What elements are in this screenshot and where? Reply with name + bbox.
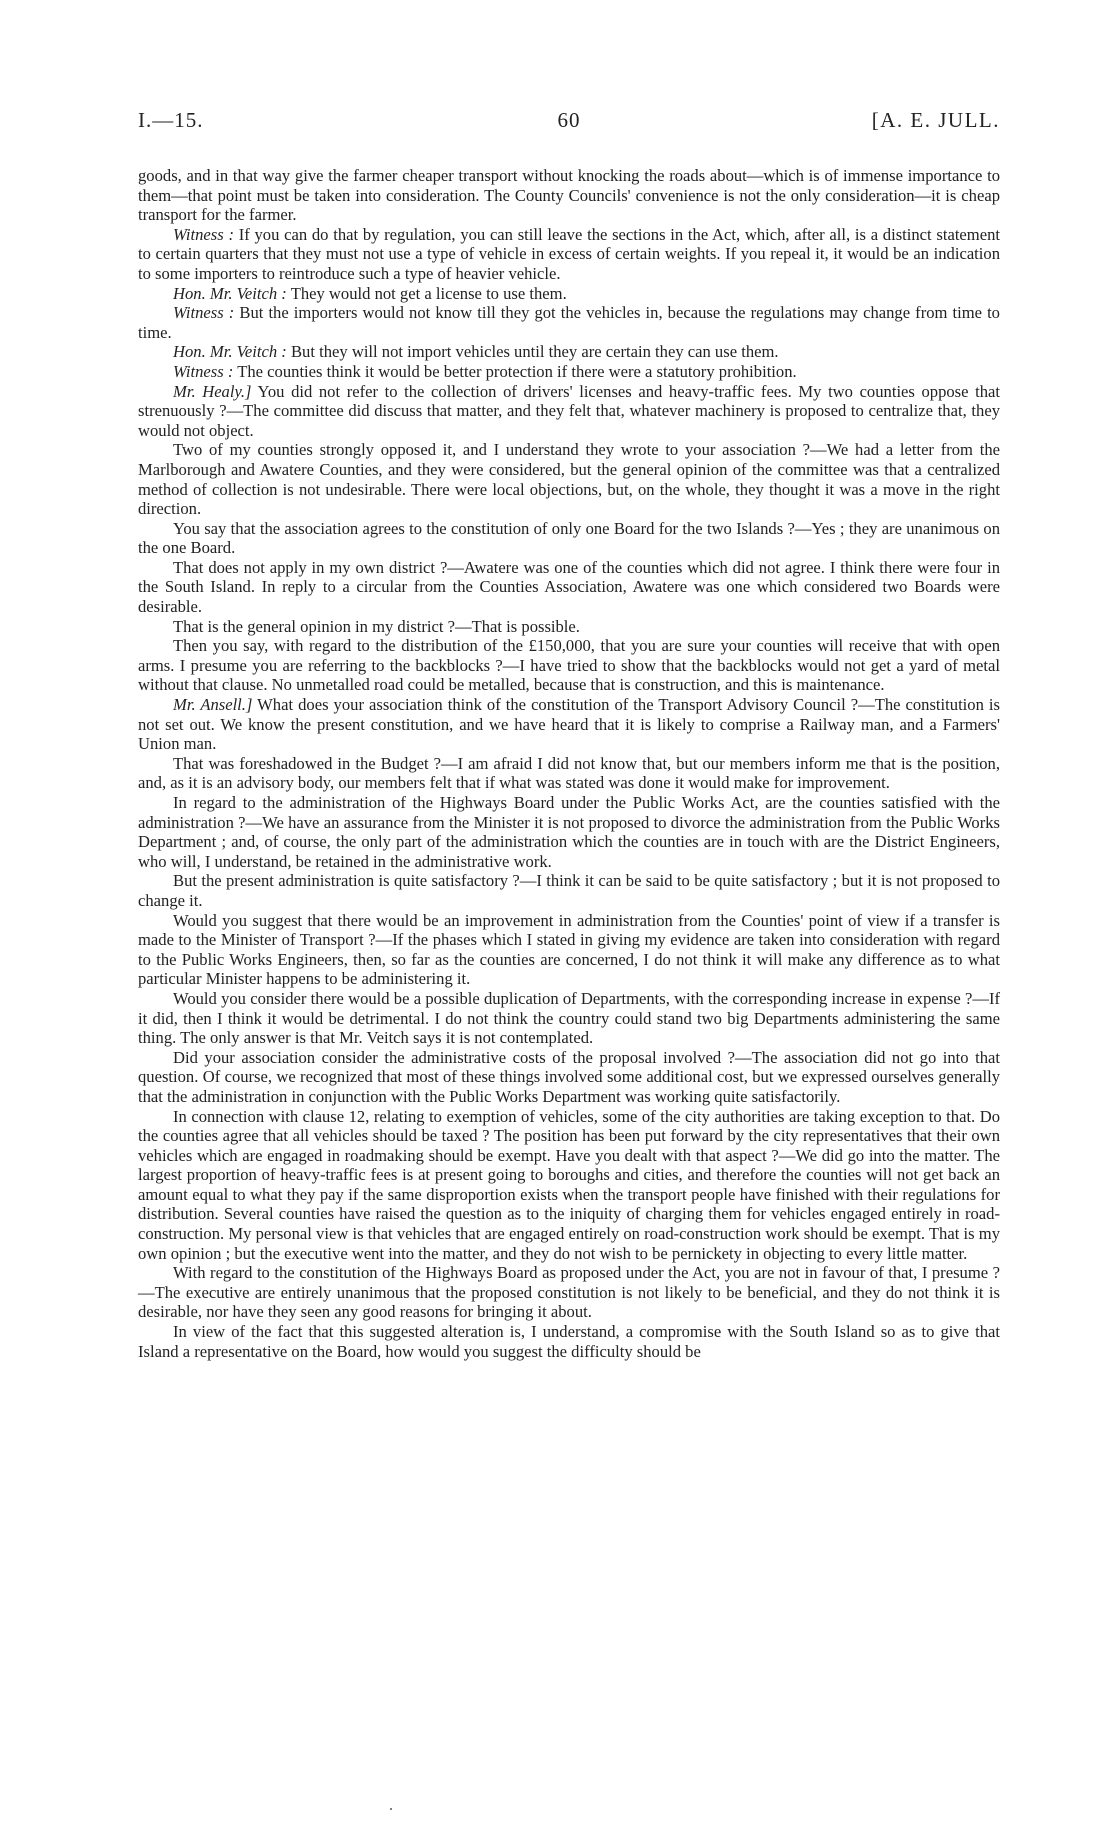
paragraph-text: Would you consider there would be a possible duplication of Departments, with the corresponding increase in expense ?—If it did, then I think it would be detrimental. I do not think the country could stand two big Departments administering the same thing. The only answer is that Mr. Veitch says it is not contemplated.	[138, 988, 1000, 1048]
paragraph-text: You say that the association agrees to the constitution of only one Board for the two Islands ?—Yes ; they are unanimous on the one Board.	[138, 518, 1000, 558]
speaker-label: Witness :	[173, 224, 234, 244]
paragraph-text: They would not get a license to use them.	[286, 283, 567, 303]
speaker-label: Hon. Mr. Veitch :	[173, 283, 287, 303]
paragraph-text: Would you suggest that there would be an improvement in administration from the Counties' point of view if a transfer is made to the Minister of Transport ?—If the phases which I stated in giving my evidence are taken into consideration with regard to the Public Works Engineers, then, so far as the counties are concerned, I do not think it will make any difference as to what particular Minister happens to be administering it.	[138, 910, 1000, 989]
paragraph-text: Two of my counties strongly opposed it, and I understand they wrote to your association ?—We had a letter from the Marlborough and Awatere Counties, and they were considered, but the general opinion of the committee was that a centralized method of collection is not undesirable. There were local objections, but, on the whole, they thought it was a move in the right direction.	[138, 440, 1000, 519]
testimony-paragraph	[138, 636, 1000, 695]
testimony-paragraph	[138, 793, 1000, 871]
paragraph-text: The counties think it would be better protection if there were a statutory prohibition.	[233, 361, 797, 381]
page-header	[138, 108, 1000, 148]
testimony-paragraph	[138, 1107, 1000, 1264]
testimony-paragraph	[138, 871, 1000, 910]
paragraph-text: Did your association consider the administrative costs of the proposal involved ?—The association did not go into that question. Of course, we recognized that most of these things involved some additional cost, but we expressed ourselves generally that the administration in conjunction with the Public Works Department was working quite satisfactorily.	[138, 1047, 1000, 1106]
paragraph-text: If you can do that by regulation, you can still leave the sections in the Act, which, after all, is a distinct statement to certain quarters that they must not use a type of vehicle in excess of certain weights. If you repeal it, it would be an indication to some importers to reintroduce such a type of heavier vehicle.	[138, 224, 1000, 283]
testimony-paragraph	[138, 284, 1000, 304]
testimony-body	[138, 166, 1000, 1361]
testimony-paragraph	[138, 695, 1000, 754]
paragraph-text: In view of the fact that this suggested alteration is, I understand, a compromise with the South Island so as to give that Island a representative on the Board, how would you suggest the difficulty should be	[138, 1322, 1000, 1361]
page-mark	[390, 1808, 392, 1810]
testimony-paragraph	[138, 1263, 1000, 1322]
paragraph-text: goods, and in that way give the farmer cheaper transport without knocking the roads about—which is of immense importance to them—that point must be taken into consideration. The County Councils' convenience is not the only consideration—it is cheap transport for the farmer.	[138, 166, 1000, 225]
testimony-paragraph	[138, 617, 1000, 637]
testimony-paragraph	[138, 166, 1000, 225]
paragraph-text: But the present administration is quite satisfactory ?—I think it can be said to be quite satisfactory ; but it is not proposed to change it.	[138, 871, 1000, 910]
paragraph-text: That was foreshadowed in the Budget ?—I am afraid I did not know that, but our members inform me that is the position, and, as it is an advisory body, our members felt that if what was stated was done it would make for improvement.	[138, 753, 1000, 793]
testimony-paragraph	[138, 754, 1000, 793]
paragraph-text: Then you say, with regard to the distribution of the £150,000, that you are sure your counties will receive that with open arms. I presume you are referring to the backblocks ?—I have tried to show that the backblocks would not get a yard of metal without that clause. No unmetalled road could be metalled, because that is construction, and this is maintenance.	[138, 636, 1000, 695]
speaker-label: Witness :	[173, 361, 234, 381]
testimony-paragraph	[138, 225, 1000, 284]
paragraph-text: What does your association think of the constitution of the Transport Advisory Council ?—The constitution is not set out. We know the present constitution, and we have heard that it is likely to comprise a Railway man, and a Farmers' Union man.	[138, 695, 1000, 754]
page-number: 60	[557, 108, 581, 132]
paragraph-text: You did not refer to the collection of drivers' licenses and heavy-traffic fees. My two counties oppose that strenuously ?—The committee did discuss that matter, and they felt that, whatever machinery is proposed to centralize that, they would not object.	[138, 381, 1000, 440]
testimony-paragraph	[138, 911, 1000, 989]
speaker-label: Hon. Mr. Veitch :	[173, 342, 287, 362]
testimony-paragraph	[138, 989, 1000, 1048]
paragraph-text: In connection with clause 12, relating to exemption of vehicles, some of the city authorities are taking exception to that. Do the counties agree that all vehicles should be taxed ? The position has been put forward by the city representatives that their own vehicles which are engaged in roadmaking should be exempt. Have you dealt with that aspect ?—We did go into the matter. The largest proportion of heavy-traffic fees is at present going to boroughs and cities, and therefore the counties will not get back an amount equal to what they pay if the same disproportion exists when the transport people have finished with their regulations for distribution. Several counties have raised the question as to the iniquity of charging them for vehicles engaged entirely in road-construction. My personal view is that vehicles that are engaged entirely on road-construction work should be exempt. That is my own opinion ; but the executive went into the matter, and they do not wish to be pernickety in objecting to every little matter.	[138, 1106, 1000, 1263]
document-reference: I.—15.	[138, 108, 204, 132]
speaker-label: Witness :	[173, 303, 235, 323]
paragraph-text: But the importers would not know till they got the vehicles in, because the regulations may change from time to time.	[138, 303, 1000, 342]
testimony-paragraph	[138, 1322, 1000, 1361]
testimony-paragraph	[138, 519, 1000, 558]
witness-name: [A. E. JULL.	[871, 108, 1000, 132]
testimony-paragraph	[138, 362, 1000, 382]
speaker-label: Mr. Ansell.]	[173, 695, 253, 715]
testimony-paragraph	[138, 1048, 1000, 1107]
testimony-paragraph	[138, 440, 1000, 518]
paragraph-text: That does not apply in my own district ?—Awatere was one of the counties which did not agree. I think there were four in the South Island. In reply to a circular from the Counties Association, Awatere was one which considered two Boards were desirable.	[138, 557, 1000, 617]
paragraph-text: But they will not import vehicles until they are certain they can use them.	[286, 342, 779, 362]
testimony-paragraph	[138, 342, 1000, 362]
paragraph-text: In regard to the administration of the Highways Board under the Public Works Act, are the counties satisfied with the administration ?—We have an assurance from the Minister it is not proposed to divorce the administration from the Public Works Department ; and, of course, the only part of the administration which the counties are in touch with are the District Engineers, who will, I understand, be retained in the administrative work.	[138, 793, 1000, 871]
testimony-paragraph	[138, 382, 1000, 441]
testimony-paragraph	[138, 303, 1000, 342]
paragraph-text: With regard to the constitution of the Highways Board as proposed under the Act, you are not in favour of that, I presume ?—The executive are entirely unanimous that the proposed constitution is not likely to be beneficial, and they do not think it is desirable, nor have they seen any good reasons for bringing it about.	[138, 1263, 1000, 1322]
testimony-paragraph	[138, 558, 1000, 617]
paragraph-text: That is the general opinion in my district ?—That is possible.	[173, 616, 580, 636]
speaker-label: Mr. Healy.]	[173, 381, 252, 401]
